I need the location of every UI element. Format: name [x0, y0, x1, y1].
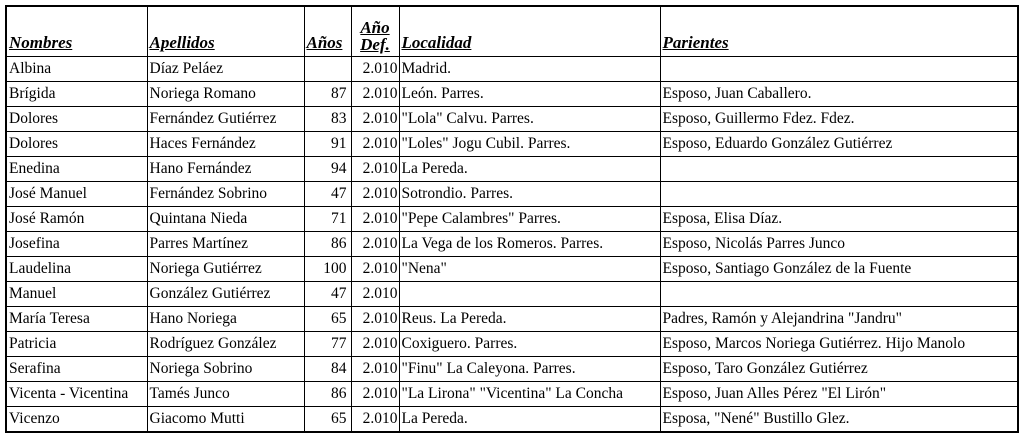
cell-apellidos: Hano Fernández: [147, 156, 304, 181]
cell-apellidos: Tamés Junco: [147, 381, 304, 406]
header-parientes: Parientes: [660, 6, 1018, 56]
cell-nombre: Brígida: [6, 81, 147, 106]
header-nombres: Nombres: [6, 6, 147, 56]
cell-parientes: Esposo, Marcos Noriega Gutiérrez. Hijo Manolo: [660, 331, 1018, 356]
cell-ano-def: 2.010: [351, 256, 399, 281]
cell-nombre: Dolores: [6, 106, 147, 131]
cell-anos: 91: [304, 131, 351, 156]
cell-ano-def: 2.010: [351, 181, 399, 206]
cell-localidad: "La Lirona" "Vicentina" La Concha: [399, 381, 660, 406]
header-ano-def-line2: Def.: [360, 34, 390, 54]
cell-localidad: Coxiguero. Parres.: [399, 331, 660, 356]
cell-apellidos: Hano Noriega: [147, 306, 304, 331]
table-row: [6, 131, 1018, 156]
cell-nombre: Manuel: [6, 281, 147, 306]
cell-anos: 77: [304, 331, 351, 356]
cell-nombre: Vicenta - Vicentina: [6, 381, 147, 406]
cell-nombre: Serafina: [6, 356, 147, 381]
cell-ano-def: 2.010: [351, 306, 399, 331]
cell-localidad: [399, 281, 660, 306]
cell-anos: 86: [304, 381, 351, 406]
cell-apellidos: Quintana Nieda: [147, 206, 304, 231]
header-apellidos: Apellidos: [147, 6, 304, 56]
cell-localidad: "Pepe Calambres" Parres.: [399, 206, 660, 231]
cell-localidad: Reus. La Pereda.: [399, 306, 660, 331]
cell-nombre: Dolores: [6, 131, 147, 156]
table-row: [6, 81, 1018, 106]
table-row: [6, 256, 1018, 281]
cell-anos: 65: [304, 406, 351, 432]
cell-localidad: La Pereda.: [399, 406, 660, 432]
header-ano-def: [351, 6, 399, 56]
table-row: [6, 106, 1018, 131]
header-localidad: Localidad: [399, 6, 660, 56]
cell-parientes: Esposo, Guillermo Fdez. Fdez.: [660, 106, 1018, 131]
cell-localidad: La Vega de los Romeros. Parres.: [399, 231, 660, 256]
cell-apellidos: Parres Martínez: [147, 231, 304, 256]
cell-anos: 100: [304, 256, 351, 281]
cell-anos: 47: [304, 181, 351, 206]
cell-nombre: Josefina: [6, 231, 147, 256]
cell-localidad: Madrid.: [399, 56, 660, 81]
cell-nombre: María Teresa: [6, 306, 147, 331]
table-row: [6, 281, 1018, 306]
cell-anos: [304, 56, 351, 81]
cell-localidad: "Finu" La Caleyona. Parres.: [399, 356, 660, 381]
cell-ano-def: 2.010: [351, 131, 399, 156]
table-row: [6, 356, 1018, 381]
cell-apellidos: Fernández Sobrino: [147, 181, 304, 206]
cell-anos: 84: [304, 356, 351, 381]
table-row: [6, 331, 1018, 356]
cell-apellidos: Noriega Sobrino: [147, 356, 304, 381]
deaths-register-table: [5, 5, 1019, 433]
cell-localidad: "Nena": [399, 256, 660, 281]
cell-ano-def: 2.010: [351, 406, 399, 432]
header-ano-def-line1: Año: [360, 17, 390, 37]
cell-parientes: Esposa, "Nené" Bustillo Glez.: [660, 406, 1018, 432]
cell-anos: 86: [304, 231, 351, 256]
cell-nombre: José Manuel: [6, 181, 147, 206]
cell-parientes: [660, 56, 1018, 81]
cell-apellidos: González Gutiérrez: [147, 281, 304, 306]
cell-ano-def: 2.010: [351, 206, 399, 231]
header-row: [6, 6, 1018, 56]
cell-apellidos: Noriega Gutiérrez: [147, 256, 304, 281]
header-anos: Años: [304, 6, 351, 56]
table-row: [6, 56, 1018, 81]
cell-parientes: Esposo, Eduardo González Gutiérrez: [660, 131, 1018, 156]
table-row: [6, 156, 1018, 181]
cell-parientes: [660, 156, 1018, 181]
cell-ano-def: 2.010: [351, 106, 399, 131]
cell-ano-def: 2.010: [351, 331, 399, 356]
table-row: [6, 231, 1018, 256]
cell-apellidos: Rodríguez González: [147, 331, 304, 356]
cell-localidad: La Pereda.: [399, 156, 660, 181]
cell-localidad: Sotrondio. Parres.: [399, 181, 660, 206]
table-body: [6, 56, 1018, 432]
cell-apellidos: Fernández Gutiérrez: [147, 106, 304, 131]
cell-parientes: Esposo, Nicolás Parres Junco: [660, 231, 1018, 256]
cell-anos: 47: [304, 281, 351, 306]
cell-nombre: Enedina: [6, 156, 147, 181]
cell-apellidos: Díaz Peláez: [147, 56, 304, 81]
cell-parientes: Esposo, Santiago González de la Fuente: [660, 256, 1018, 281]
cell-parientes: Esposo, Juan Caballero.: [660, 81, 1018, 106]
table-row: [6, 406, 1018, 432]
cell-nombre: Vicenzo: [6, 406, 147, 432]
cell-ano-def: 2.010: [351, 231, 399, 256]
cell-anos: 83: [304, 106, 351, 131]
cell-ano-def: 2.010: [351, 156, 399, 181]
table-row: [6, 381, 1018, 406]
cell-ano-def: 2.010: [351, 281, 399, 306]
cell-ano-def: 2.010: [351, 56, 399, 81]
cell-parientes: Padres, Ramón y Alejandrina "Jandru": [660, 306, 1018, 331]
cell-nombre: Laudelina: [6, 256, 147, 281]
cell-parientes: Esposa, Elisa Díaz.: [660, 206, 1018, 231]
table-row: [6, 181, 1018, 206]
cell-localidad: León. Parres.: [399, 81, 660, 106]
cell-apellidos: Haces Fernández: [147, 131, 304, 156]
cell-localidad: "Lola" Calvu. Parres.: [399, 106, 660, 131]
cell-anos: 94: [304, 156, 351, 181]
cell-ano-def: 2.010: [351, 356, 399, 381]
cell-parientes: Esposo, Juan Alles Pérez "El Lirón": [660, 381, 1018, 406]
cell-parientes: Esposo, Taro González Gutiérrez: [660, 356, 1018, 381]
cell-parientes: [660, 181, 1018, 206]
cell-localidad: "Loles" Jogu Cubil. Parres.: [399, 131, 660, 156]
cell-anos: 87: [304, 81, 351, 106]
cell-ano-def: 2.010: [351, 81, 399, 106]
table-row: [6, 306, 1018, 331]
cell-ano-def: 2.010: [351, 381, 399, 406]
cell-anos: 71: [304, 206, 351, 231]
cell-nombre: José Ramón: [6, 206, 147, 231]
cell-apellidos: Noriega Romano: [147, 81, 304, 106]
cell-anos: 65: [304, 306, 351, 331]
cell-parientes: [660, 281, 1018, 306]
cell-apellidos: Giacomo Mutti: [147, 406, 304, 432]
cell-nombre: Albina: [6, 56, 147, 81]
table-row: [6, 206, 1018, 231]
cell-nombre: Patricia: [6, 331, 147, 356]
